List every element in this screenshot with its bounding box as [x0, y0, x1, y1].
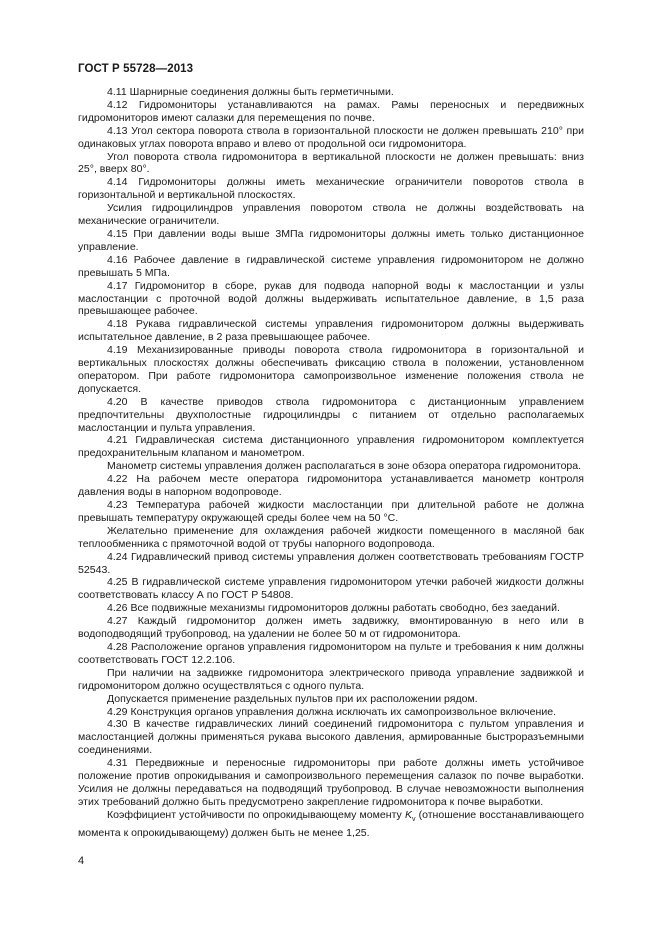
paragraph-4-30: 4.30 В качестве гидравлических линий соединений гидромонитора с пультом управления и маслостанцией должны применяться рукава высокого давления, армированные быстроразъемными соединениями.: [78, 718, 584, 757]
paragraph-4-14-continued: Усилия гидроцилиндров управления поворотом ствола не должны воздействовать на механические ограничители.: [78, 202, 584, 228]
paragraph-4-13: 4.13 Угол сектора поворота ствола в горизонтальной плоскости не должен превышать 210° при одинаковых углах поворота вправо и влево от продольной оси гидромонитора.: [78, 124, 584, 150]
paragraph-4-16: 4.16 Рабочее давление в гидравлической системе управления гидромонитором не должно превышать 5 МПа.: [78, 253, 584, 279]
paragraph-stability-coefficient: [78, 809, 584, 840]
paragraph-4-27: 4.27 Каждый гидромонитор должен иметь задвижку, вмонтированную в него или в водоподводящий трубопровод, на удалении не более 50 м от гидромонитора.: [78, 615, 584, 641]
paragraph-4-28-note: Допускается применение раздельных пультов при их расположении рядом.: [107, 692, 478, 705]
paragraph-4-25: 4.25 В гидравлической системе управления гидромонитором утечки рабочей жидкости должны соответствовать классу А по ГОСТ Р 54808.: [78, 576, 584, 602]
paragraph-4-24: 4.24 Гидравлический привод системы управления должен соответствовать требованиям ГОСТР 52543.: [78, 550, 584, 576]
paragraph-4-20: 4.20 В качестве приводов ствола гидромонитора с дистанционным управлением предпочтительны двухполостные гидроцилиндры с питанием от отдельно располагаемых маслостанции и пульта управления.: [78, 395, 584, 434]
paragraph-4-29: 4.29 Конструкция органов управления должна исключать их самопроизвольное включение.: [107, 705, 557, 718]
page-number: 4: [78, 855, 85, 867]
paragraph-4-21-continued: Манометр системы управления должен располагаться в зоне обзора оператора гидромонитора.: [107, 460, 582, 473]
paragraph-4-28: 4.28 Расположение органов управления гидромонитором на пульте и требования к ним должны соответствовать ГОСТ 12.2.106.: [78, 640, 584, 666]
paragraph-4-19: 4.19 Механизированные приводы поворота ствола гидромонитора в горизонтальной и вертикальных плоскостях должны обеспечивать фиксацию ствола в положении, установленном оператором. При работе гидромонитора самопроизвольное изменение положения ствола не допускается.: [78, 344, 584, 395]
coefficient-subscript: v: [411, 815, 416, 823]
paragraph-4-23: 4.23 Температура рабочей жидкости маслостанции при длительной работе не должна превышать температуру окружающей среды более чем на 50 °С.: [78, 499, 584, 524]
paragraph-4-26: 4.26 Все подвижные механизмы гидромониторов должны работать свободно, без заеданий.: [107, 602, 560, 615]
paragraph-4-17: 4.17 Гидромонитор в сборе, рукав для подвода напорной воды к маслостанции и узлы маслостанции с проточной водой должны выдерживать испытательное давление, в 1,5 раза превышающее рабочее.: [78, 279, 584, 318]
paragraph-4-18: 4.18 Рукава гидравлической системы управления гидромонитором должны выдерживать испытательное давление, в 2 раза превышающее рабочее.: [78, 318, 584, 344]
paragraph-4-28-continued: При наличии на задвижке гидромонитора электрического привода управление задвижкой и гидромонитором должно осуществляться с одного пульта.: [78, 666, 584, 692]
document-body: [78, 86, 584, 840]
document-header: ГОСТ Р 55728—2013: [78, 63, 194, 75]
stability-text-after: (отношение восстанавливающего момента к опрокидывающему) должен быть не менее 1,25.: [78, 808, 584, 839]
paragraph-4-14: 4.14 Гидромониторы должны иметь механические ограничители поворотов ствола в горизонтальной и вертикальной плоскостях.: [78, 176, 584, 202]
paragraph-4-11: 4.11 Шарнирные соединения должны быть герметичными.: [107, 86, 394, 98]
paragraph-4-23-continued: Желательно применение для охлаждения рабочей жидкости помещенного в масляной бак теплообменника с прямоточной водой от трубы напорного водопровода.: [78, 524, 584, 550]
paragraph-4-31: 4.31 Передвижные и переносные гидромониторы при работе должны иметь устойчивое положение против опрокидывания и самопроизвольного перемещения салазок по почве выработки. Усилия не должны передаваться на подводящий трубопровод. В случае невозможности выполнения этих требований должно быть предусмотрено закрепление гидромонитора к почве выработки.: [78, 757, 584, 808]
paragraph-4-13-continued: Угол поворота ствола гидромонитора в вертикальной плоскости не должен превышать: вниз 25°, вверх 80°.: [78, 150, 584, 176]
paragraph-4-12: 4.12 Гидромониторы устанавливаются на рамах. Рамы переносных и передвижных гидромониторов имеют салазки для перемещения по почве.: [78, 98, 584, 124]
paragraph-4-21: 4.21 Гидравлическая система дистанционного управления гидромонитором комплектуется предохранительным клапаном и манометром.: [78, 434, 584, 460]
coefficient-symbol: K: [404, 808, 412, 821]
stability-text-before: Коэффициент устойчивости по опрокидывающему моменту: [107, 808, 405, 821]
paragraph-4-15: 4.15 При давлении воды выше 3МПа гидромониторы должны иметь только дистанционное управление.: [78, 227, 584, 253]
paragraph-4-22: 4.22 На рабочем месте оператора гидромонитора устанавливается манометр контроля давления воды в напорном водопроводе.: [78, 473, 584, 499]
